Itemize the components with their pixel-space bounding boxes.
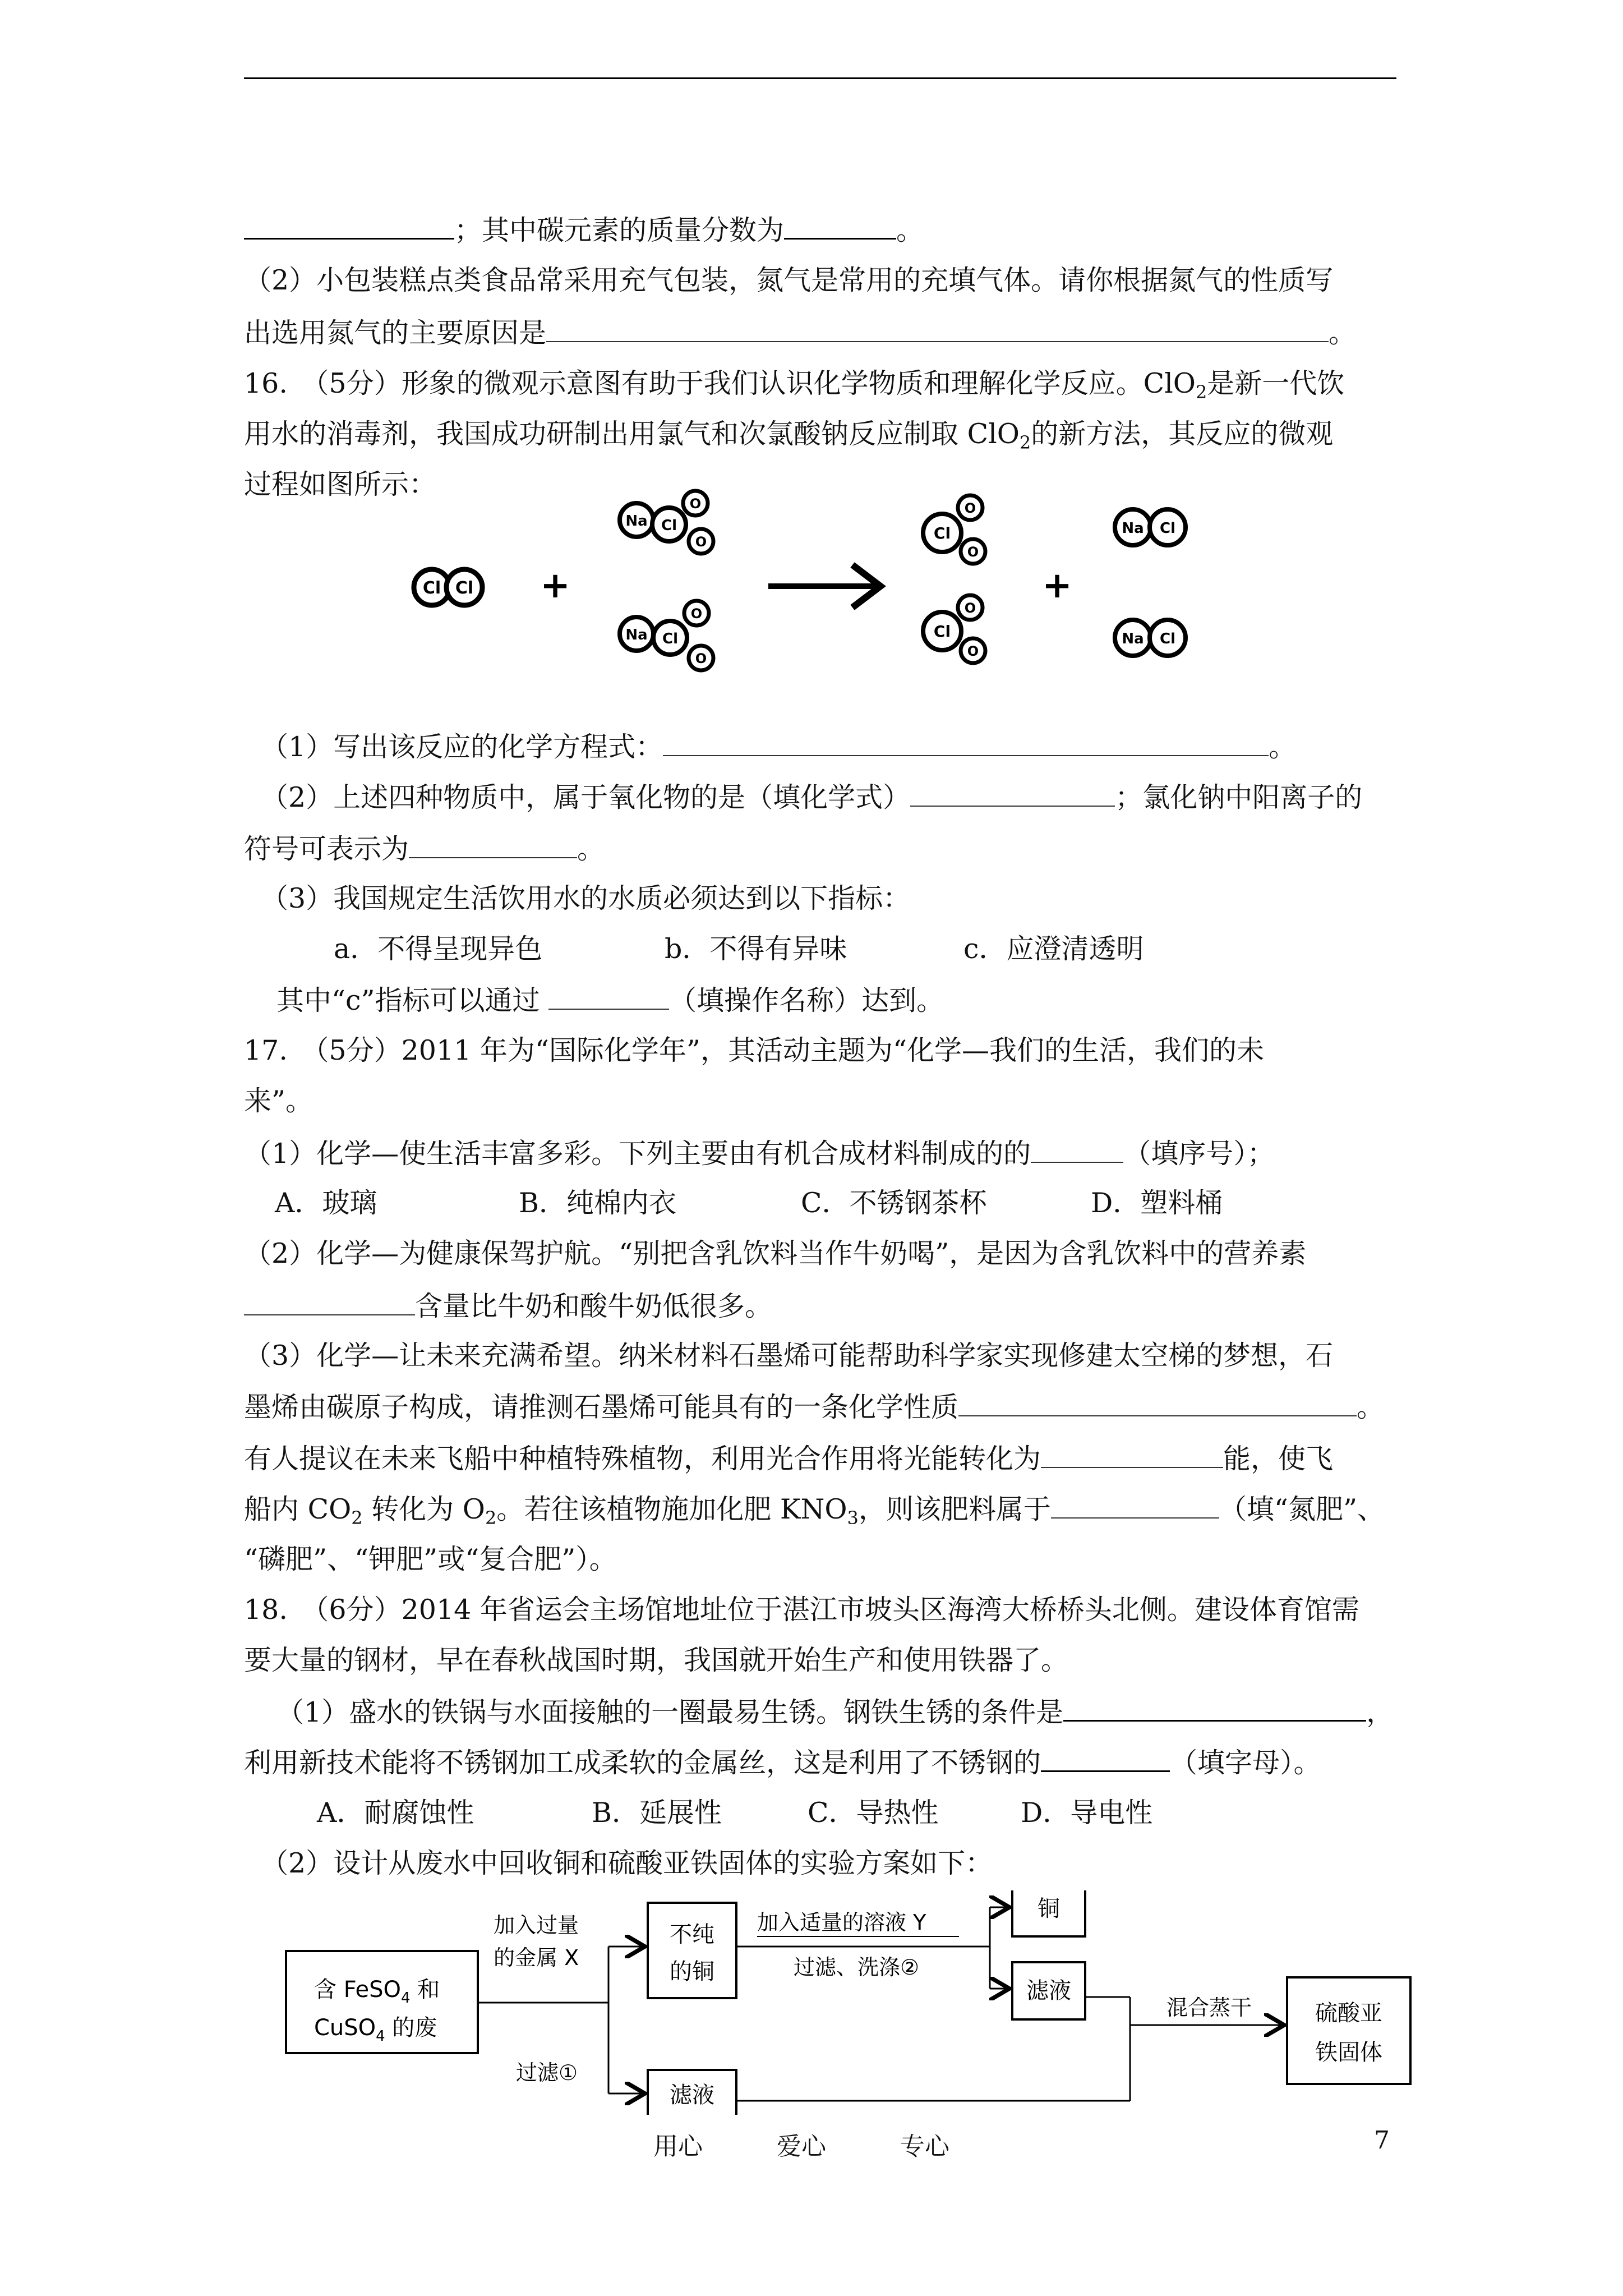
text-line-10: （3）我国规定生活饮用水的水质必须达到以下指标：: [261, 882, 911, 914]
text-line-11c: c．应澄清透明: [963, 933, 1144, 965]
clo2-molecule-bottom: [923, 595, 985, 663]
text-line-14: 来”。: [244, 1085, 313, 1117]
text-line-8: （2）上述四种物质中，属于氧化物的是（填化学式） ；氯化钠中阳离子的: [261, 780, 1362, 815]
reaction-micro-diagram: [387, 480, 1206, 687]
text-line-4: 16. （5分）形象的微观示意图有助于我们认识化学物质和理解化学反应。ClO$_2$是新一代饮: [244, 367, 1345, 403]
svg-text:O: O: [964, 500, 976, 516]
nacl-molecule-top: [1115, 509, 1186, 545]
cl2-molecule: [414, 569, 482, 605]
svg-text:O: O: [689, 496, 702, 512]
svg-text:Na: Na: [625, 513, 648, 530]
svg-text:Cl: Cl: [422, 578, 441, 598]
svg-text:Cl: Cl: [933, 622, 951, 641]
start-box-line1: 含 FeSO$_4$ 和: [314, 1977, 440, 2007]
text-line-6: 过程如图所示：: [244, 468, 437, 500]
svg-text:硫酸亚: 硫酸亚: [1315, 2000, 1382, 2026]
text-line-12: 其中“c”指标可以通过 （填操作名称）达到。: [276, 983, 944, 1018]
text-line-27: 利用新技术能将不锈钢加工成柔软的金属丝，这是利用了不锈钢的 （填字母）。: [244, 1745, 1321, 1780]
svg-text:Cl: Cl: [661, 517, 677, 534]
text-line-11b: b．不得有异味: [665, 933, 847, 965]
arrow1-label-bottom: 过滤①: [516, 2060, 578, 2085]
arrow2-label-bottom: 过滤、洗涤②: [794, 1955, 920, 1980]
svg-text:Na: Na: [1122, 520, 1144, 537]
svg-text:O: O: [967, 643, 979, 659]
plus-sign-left: +: [540, 565, 570, 606]
svg-text:Na: Na: [1122, 631, 1144, 647]
svg-text:不纯: 不纯: [670, 1922, 714, 1948]
recovery-flowchart: [280, 1890, 1441, 2115]
text-line-16a: A．玻璃: [275, 1187, 377, 1219]
text-line-7: （1）写出该反应的化学方程式： 。: [261, 729, 1296, 764]
text-line-21: 有人提议在未来飞船中种植特殊植物，利用光合作用将光能转化为 能，使飞: [244, 1441, 1333, 1476]
text-line-2: （2）小包装糕点类食品常采用充气包装，氮气是常用的充填气体。请你根据氮气的性质写: [244, 264, 1334, 296]
clo2-molecule-top: [923, 495, 985, 564]
arrow1-label-top2: 的金属 X: [494, 1945, 579, 1970]
text-line-19: （3）化学—让未来充满希望。纳米材料石墨烯可能帮助科学家实现修建太空梯的梦想，石: [244, 1340, 1334, 1372]
start-box-line2: CuSO$_4$ 的废: [314, 2015, 437, 2045]
svg-text:Na: Na: [625, 627, 648, 643]
text-line-22: 船内 $CO_2$ 转化为 $O_2$。若往该植物施加化肥 $KNO_3$，则该肥料属于 （填“氮肥”、: [244, 1492, 1385, 1526]
text-line-13: 17. （5分）2011 年为“国际化学年”，其活动主题为“化学—我们的生活，我们的未: [244, 1034, 1265, 1066]
text-line-28d: D．导电性: [1021, 1797, 1153, 1829]
text-line-3: 出选用氮气的主要原因是 。: [244, 315, 1356, 350]
text-line-25: 要大量的钢材，早在春秋战国时期，我国就开始生产和使用铁器了。: [244, 1644, 1069, 1676]
svg-text:Cl: Cl: [662, 631, 678, 647]
header-rule: [244, 77, 1396, 79]
text-line-16c: C．不锈钢茶杯: [801, 1187, 987, 1219]
page-number: 7: [1374, 2126, 1390, 2155]
text-line-1: ；其中碳元素的质量分数为 。: [244, 212, 924, 247]
svg-text:滤液: 滤液: [670, 2082, 714, 2108]
text-line-15: （1）化学—使生活丰富多彩。下列主要由有机合成材料制成的的 （填序号）；: [244, 1136, 1275, 1171]
svg-text:O: O: [695, 534, 707, 550]
svg-text:的铜: 的铜: [670, 1959, 714, 1985]
mix-label: 混合蒸干: [1166, 1995, 1252, 2020]
arrow2-label-top: 加入适量的溶液 Y: [757, 1910, 926, 1935]
text-line-26: （1）盛水的铁锅与水面接触的一圈最易生锈。钢铁生锈的条件是 ，: [276, 1694, 1394, 1729]
svg-text:O: O: [695, 651, 707, 666]
naclo2-molecule-top: [620, 491, 713, 554]
text-line-16d: D．塑料桶: [1091, 1187, 1223, 1219]
nacl-molecule-bottom: [1115, 620, 1186, 656]
svg-text:Cl: Cl: [933, 524, 951, 542]
svg-text:O: O: [690, 606, 703, 622]
svg-text:Cl: Cl: [1160, 520, 1175, 537]
svg-text:Cl: Cl: [1160, 631, 1175, 647]
naclo2-molecule-bottom: [620, 601, 713, 670]
text-line-28c: C．导热性: [808, 1797, 939, 1829]
svg-text:Cl: Cl: [455, 578, 474, 598]
product-box: [1287, 1977, 1410, 2084]
text-line-9: 符号可表示为 。: [244, 831, 605, 866]
reaction-arrow: [768, 565, 880, 608]
text-line-28a: A．耐腐蚀性: [317, 1797, 474, 1829]
footer-motto: 用心 爱心 专心: [653, 2132, 949, 2161]
text-line-16b: B．纯棉内衣: [519, 1187, 677, 1219]
svg-text:O: O: [967, 544, 979, 560]
text-line-29: （2）设计从废水中回收铜和硫酸亚铁固体的实验方案如下：: [261, 1847, 993, 1879]
svg-text:铁固体: 铁固体: [1315, 2040, 1382, 2065]
plus-sign-right: +: [1042, 565, 1072, 606]
text-line-17: （2）化学—为健康保驾护航。“别把含乳饮料当作牛奶喝”，是因为含乳饮料中的营养素: [244, 1237, 1307, 1269]
text-line-23: “磷肥”、“钾肥”或“复合肥”）。: [244, 1543, 617, 1575]
svg-text:O: O: [964, 600, 976, 616]
text-line-11a: a．不得呈现异色: [334, 933, 543, 965]
svg-text:铜: 铜: [1038, 1896, 1060, 1922]
text-line-28b: B．延展性: [592, 1797, 722, 1829]
text-line-5: 用水的消毒剂，我国成功研制出用氯气和次氯酸钠反应制取 ClO$_2$的新方法，其反应的微观: [244, 418, 1334, 453]
svg-text:滤液: 滤液: [1026, 1978, 1071, 2004]
text-line-18: 含量比牛奶和酸牛奶低很多。: [244, 1289, 772, 1323]
text-line-20: 墨烯由碳原子构成，请推测石墨烯可能具有的一条化学性质 。: [244, 1389, 1384, 1424]
arrow1-label-top1: 加入过量: [494, 1913, 579, 1938]
text-line-24: 18. （6分）2014 年省运会主场馆地址位于湛江市坡头区海湾大桥桥头北侧。建设体育馆需: [244, 1594, 1359, 1626]
